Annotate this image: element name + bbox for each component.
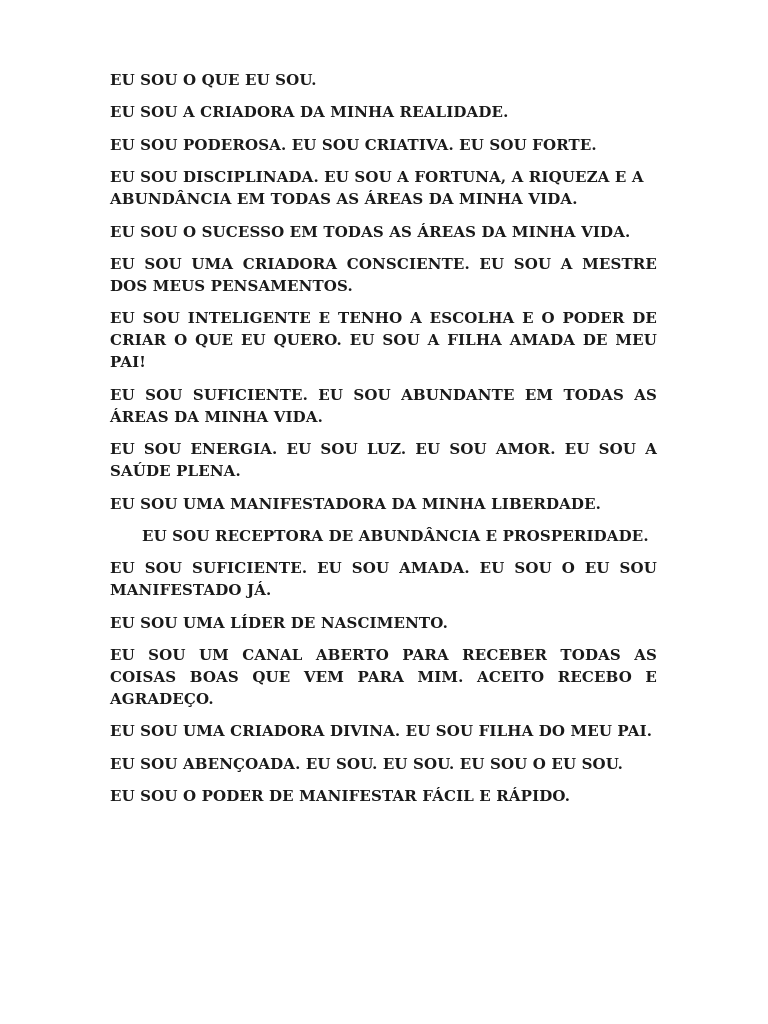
paragraph-14: EU SOU UM CANAL ABERTO PARA RECEBER TODAS AS COISAS BOAS QUE VEM PARA MIM. ACEITO RECEBO E AGRADEÇO. bbox=[110, 646, 657, 709]
paragraph-6: EU SOU UMA CRIADORA CONSCIENTE. EU SOU A MESTRE DOS MEUS PENSAMENTOS. bbox=[110, 254, 657, 295]
paragraph-4: EU SOU DISCIPLINADA. EU SOU A FORTUNA, A RIQUEZA E A ABUNDÂNCIA EM TODAS AS ÁREAS DA MINHA VIDA. bbox=[110, 168, 644, 209]
paragraph-2: EU SOU A CRIADORA DA MINHA REALIDADE. bbox=[110, 103, 509, 122]
paragraph-16: EU SOU ABENÇOADA. EU SOU. EU SOU. EU SOU O EU SOU. bbox=[110, 754, 623, 773]
document-body bbox=[110, 69, 657, 818]
paragraph-7: EU SOU INTELIGENTE E TENHO A ESCOLHA E O PODER DE CRIAR O QUE EU QUERO. EU SOU A FILHA AMADA DE MEU PAI! bbox=[110, 309, 657, 372]
paragraph-10: EU SOU UMA MANIFESTADORA DA MINHA LIBERDADE. bbox=[110, 494, 602, 513]
paragraph-1: EU SOU O QUE EU SOU. bbox=[110, 71, 317, 89]
paragraph-15: EU SOU UMA CRIADORA DIVINA. EU SOU FILHA DO MEU PAI. bbox=[110, 722, 653, 741]
paragraph-13: EU SOU UMA LÍDER DE NASCIMENTO. bbox=[110, 613, 448, 632]
paragraph-5: EU SOU O SUCESSO EM TODAS AS ÁREAS DA MINHA VIDA. bbox=[110, 222, 631, 241]
paragraph-12: EU SOU SUFICIENTE. EU SOU AMADA. EU SOU O EU SOU MANIFESTADO JÁ. bbox=[110, 559, 657, 600]
paragraph-3: EU SOU PODEROSA. EU SOU CRIATIVA. EU SOU FORTE. bbox=[110, 135, 597, 154]
paragraph-8: EU SOU SUFICIENTE. EU SOU ABUNDANTE EM TODAS AS ÁREAS DA MINHA VIDA. bbox=[110, 385, 657, 426]
paragraph-9: EU SOU ENERGIA. EU SOU LUZ. EU SOU AMOR. EU SOU A SAÚDE PLENA. bbox=[110, 440, 657, 481]
paragraph-17: EU SOU O PODER DE MANIFESTAR FÁCIL E RÁPIDO. bbox=[110, 787, 571, 806]
paragraph-11: EU SOU RECEPTORA DE ABUNDÂNCIA E PROSPERIDADE. bbox=[142, 526, 649, 545]
